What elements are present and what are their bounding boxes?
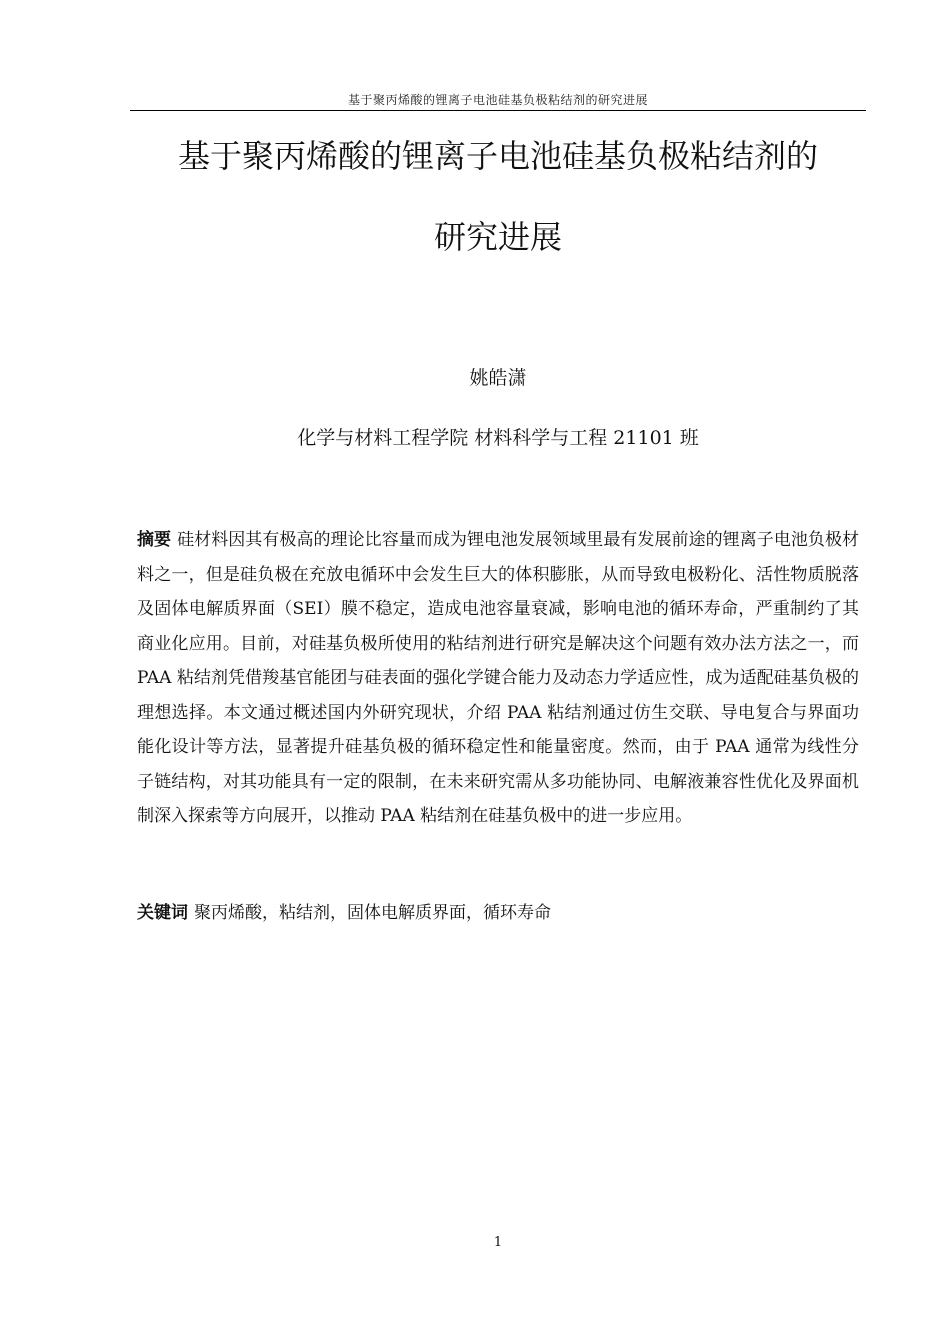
- paper-title-line-2: 研究进展: [433, 218, 562, 256]
- keywords-text: 聚丙烯酸，粘结剂，固体电解质界面，循环寿命: [194, 903, 551, 923]
- author-affiliation: 化学与材料工程学院 材料科学与工程 21101 班: [297, 427, 699, 449]
- keywords-label: 关键词: [137, 903, 188, 923]
- abstract-text: 硅材料因其有极高的理论比容量而成为锂电池发展领域里最有发展前途的锂离子电池负极材料之一，但是硅负极在充放电循环中会发生巨大的体积膨胀，从而导致电极粉化、活性物质脱落及固体电解质界面（SEI）膜不稳定，造成电池容量衰减，影响电池的循环寿命，严重制约了其商业化应用。目前，对硅基负极所使用的粘结剂进行研究是解决这个问题有效办法方法之一，而 PAA 粘结剂凭借羧基官能团与硅表面的强化学键合能力及动态力学适应性，成为适配硅基负极的理想选择。本文通过概述国内外研究现状，介绍 PAA 粘结剂通过仿生交联、导电复合与界面功能化设计等方法，显著提升硅基负极的循环稳定性和能量密度。然而，由于 PAA 通常为线性分子链结构，对其功能具有一定的限制，在未来研究需从多功能协同、电解液兼容性优化及界面机制深入探索等方向展开，以推动 PAA 粘结剂在硅基负极中的进一步应用。: [137, 530, 860, 826]
- running-header: 基于聚丙烯酸的锂离子电池硅基负极粘结剂的研究进展: [347, 93, 648, 107]
- keywords-paragraph: [137, 896, 859, 930]
- abstract-paragraph: [137, 523, 859, 834]
- header-rule: [130, 110, 866, 111]
- abstract-label: 摘要: [137, 530, 172, 550]
- page-number: 1: [493, 1235, 503, 1250]
- paper-title-line-1: 基于聚丙烯酸的锂离子电池硅基负极粘结剂的: [177, 137, 818, 175]
- author-name: 姚皓潇: [469, 367, 527, 389]
- paper-title: [120, 134, 876, 259]
